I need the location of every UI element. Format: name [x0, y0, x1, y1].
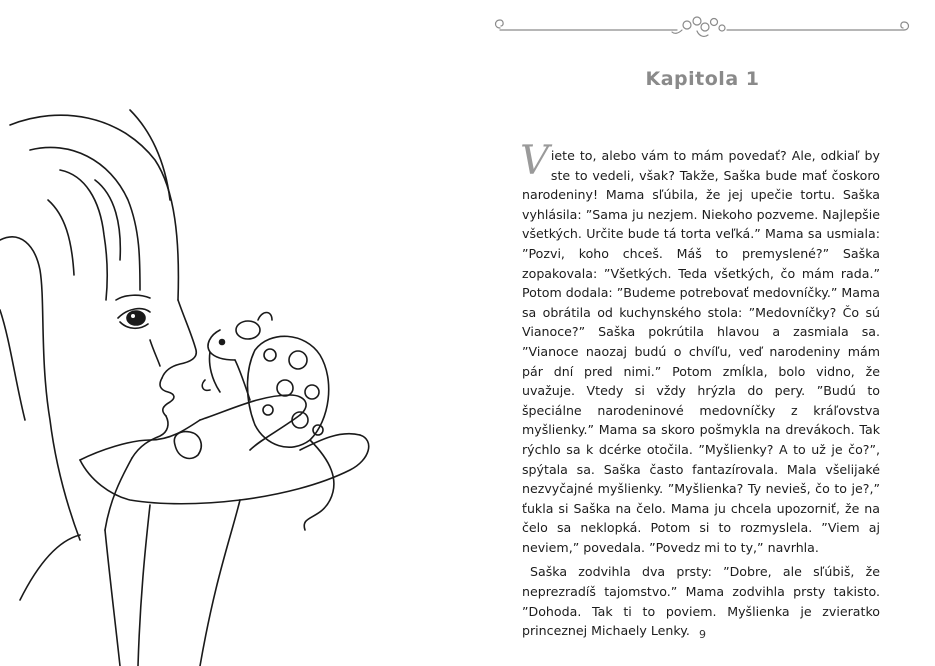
paragraph-1-text: iete to, alebo vám to mám povedať? Ale, odkiaľ by ste to vedeli, však? Takže, Saška bude mať čoskoro narodeniny! Mama sľúbila, že jej upečie tortu. Saška vyhlásila: ”Sama ju nezjem. Niekoho pozveme. Najlepšie všetkých. Určite bude tá torta veľká.” Mama sa usmiala: ”Pozvi, koho chceš. Máš to premyslené?” Saška zopakovala: ”Všetkých. Teda všetkých, čo mám rada.” Potom dodala: ”Budeme potrebovať medovníčky.” Mama sa obrátila od kuchynského stola: ”Medovníčky? Čo sú Vianoce?” Saška pokrútila hlavou a zasmiala sa. ”Vianoce naozaj budú o chvíľu, veď narodeniny mám pár dní pred nimi.” Potom zmĺkla, bolo vidno, že uvažuje. Vtedy si vždy hrýzla do pery. ”Budú to špeciálne narodeninové medovníčky z kráľovstva myšlienky.” Mama sa skoro pošmykla na drevákoch. Tak rýchlo sa k dcérke otočila. ”Myšlienky? A to už je čo?”, spýtala sa. Saška často fantazírovala. Mala všelijaké nezvyčajné myšlienky. ”Myšlienka? Ty nevieš, čo to je?,” ťukla si Saška na čelo. Mama ju chcela upozorniť, že na čelo sa neklopká. Potom si to rozmyslela. ”Viem aj neviem,” povedala. ”Povedz mi to ty,” navrhla.	[522, 148, 880, 555]
decorative-header-ornament	[492, 10, 912, 40]
chapter-body-text	[520, 138, 880, 641]
paragraph-2: Saška zodvihla dva prsty: ”Dobre, ale sľúbiš, že neprezradíš tajomstvo.” Mama zodvihla prsty takisto. ”Dohoda. Tak ti to poviem. Myšlienka je zvieratko princeznej Michaely Lenky.	[522, 564, 880, 639]
page-number: 9	[699, 628, 706, 641]
drop-cap: V	[520, 138, 549, 184]
chapter-title: Kapitola 1	[645, 68, 760, 90]
paragraph-1	[520, 138, 880, 557]
right-page	[470, 0, 935, 666]
